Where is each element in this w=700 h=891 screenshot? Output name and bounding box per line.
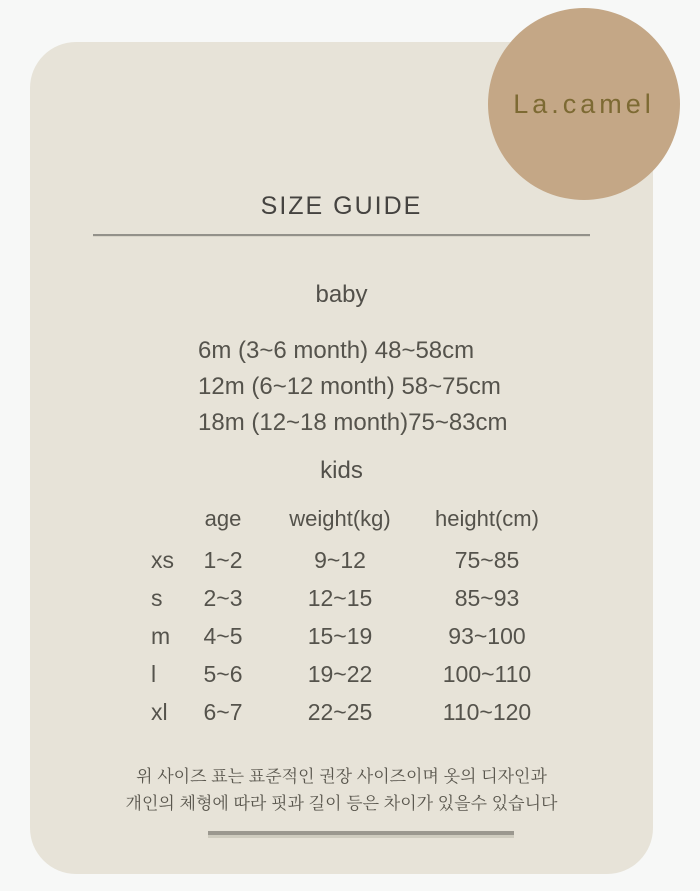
table-row — [150, 579, 548, 617]
cell-weight: 12~15 — [307, 584, 373, 611]
cell-weight: 9~12 — [314, 546, 366, 573]
header-age: age — [204, 506, 242, 531]
cell-size: m — [151, 622, 171, 649]
kids-size-table — [150, 497, 548, 731]
table-header-row — [150, 497, 548, 541]
baby-size-row: 6m (3~6 month) 48~58cm — [198, 337, 475, 364]
cell-size: l — [151, 660, 157, 687]
page-title: SIZE GUIDE — [260, 192, 423, 220]
cell-age: 2~3 — [203, 584, 243, 611]
disclaimer-line: 위 사이즈 표는 표준적인 권장 사이즈이며 옷의 디자인과 — [136, 767, 547, 786]
header-weight: weight(kg) — [289, 506, 391, 531]
baby-size-list — [30, 333, 653, 441]
cell-age: 5~6 — [203, 660, 243, 687]
cell-height: 85~93 — [454, 584, 520, 611]
baby-size-row: 18m (12~18 month)75~83cm — [198, 409, 508, 436]
cell-age: 4~5 — [203, 622, 243, 649]
header-height: height(cm) — [435, 506, 539, 531]
cell-weight: 15~19 — [307, 622, 373, 649]
cell-height: 93~100 — [448, 622, 526, 649]
cell-height: 110~120 — [442, 698, 532, 725]
table-row — [150, 541, 548, 579]
size-disclaimer — [30, 763, 653, 817]
disclaimer-line: 개인의 체형에 따라 핏과 길이 등은 차이가 있을수 있습니다 — [125, 794, 558, 813]
header-size-spacer — [150, 497, 192, 541]
cell-weight: 22~25 — [307, 698, 373, 725]
baby-section-heading: baby — [315, 281, 368, 308]
cell-size: xs — [151, 546, 174, 573]
baby-size-row: 12m (6~12 month) 58~75cm — [198, 373, 501, 400]
cell-weight: 19~22 — [307, 660, 373, 687]
table-row — [150, 655, 548, 693]
cell-age: 6~7 — [203, 698, 243, 725]
table-row — [150, 693, 548, 731]
brand-logo-text: La.camel — [513, 88, 655, 119]
bottom-divider — [208, 831, 514, 838]
title-divider — [93, 234, 590, 237]
kids-section-heading: kids — [320, 457, 363, 484]
table-row — [150, 617, 548, 655]
cell-height: 75~85 — [454, 546, 520, 573]
cell-age: 1~2 — [203, 546, 243, 573]
cell-height: 100~110 — [442, 660, 532, 687]
cell-size: s — [151, 584, 163, 611]
brand-logo-circle — [488, 8, 680, 200]
cell-size: xl — [151, 698, 168, 725]
